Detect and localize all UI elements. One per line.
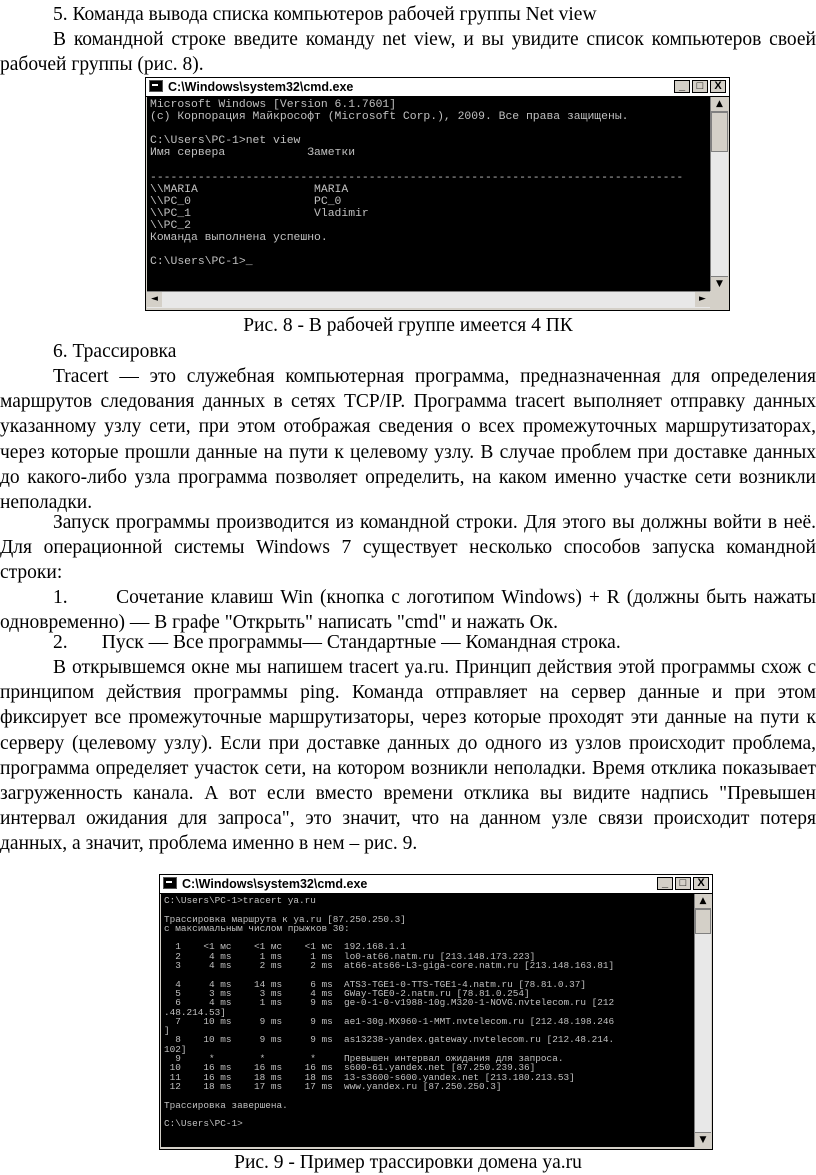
scroll-thumb[interactable] (695, 909, 711, 934)
maximize-button[interactable]: □ (675, 877, 691, 890)
console-text: Microsoft Windows [Version 6.1.7601] (c) Корпорация Майкрософт (Microsoft Corp.), 2009. Все права защищены. C:\Users\PC-1>net view Имя сервера Заметки ------------------------------------------------------------------------------ \\MARIA MARIA \\PC_0 PC_0 \\PC_1 Vladimir \\PC_2 Команда выполнена успешно. C:\Users\PC-1>_ (150, 99, 684, 269)
scroll-down-arrow-icon[interactable]: ▼ (695, 1132, 711, 1147)
console-output-area[interactable] (147, 97, 710, 291)
close-button[interactable]: X (693, 877, 709, 890)
close-button[interactable]: X (710, 80, 726, 93)
scroll-down-arrow-icon[interactable]: ▼ (711, 276, 728, 291)
vertical-scrollbar[interactable] (710, 97, 728, 291)
figure-8-cmd-window (145, 77, 730, 311)
window-titlebar[interactable] (146, 78, 729, 97)
minimize-button[interactable]: _ (657, 877, 673, 890)
figure-9-caption: Рис. 9 - Пример трассировки домена ya.ru (234, 1152, 582, 1173)
tracert-explanation-paragraph: В открывшемся окне мы напишем tracert ya.ru. Принцип действия этой программы схож с принципом действия программы ping. Команда отправляет на сервер данные и при этом фиксирует все промежуточные маршрутизаторы, через которые проходят эти данные на пути к серверу (целевому узлу). Если при доставке данных до одного из узлов происходит проблема, программа определяет участок сети, на котором возникли неполадки. Время отклика показывает загруженность канала. А вот если вместо времени отклика вы видите надпись "Превышен интервал ожидания для запроса", это значит, что на данном узле связи происходит потеря данных, а значит, проблема именно в нем – рис. 9. (0, 657, 816, 855)
list-item-1: 1. Сочетание клавиш Win (кнопка с логотипом Windows) + R (должны быть нажаты одновременно) — В графе "Открыть" написать "cmd" и нажать Ок. (0, 587, 816, 634)
figure-8-caption: Рис. 8 - В рабочей группе имеется 4 ПК (243, 315, 573, 336)
vertical-scrollbar[interactable] (694, 894, 711, 1147)
launch-paragraph: Запуск программы производится из командной строки. Для этого вы должны войти в неё. Для операционной системы Windows 7 существует несколько способов запуска командной строки: (0, 512, 816, 584)
console-output-area[interactable] (161, 894, 694, 1147)
figure-9-cmd-window (159, 874, 713, 1150)
cmd-icon (149, 80, 163, 92)
section-5-heading: 5. Команда вывода списка компьютеров рабочей группы Net view (53, 4, 597, 25)
horizontal-scrollbar[interactable] (147, 291, 710, 308)
scroll-right-arrow-icon[interactable]: ► (695, 292, 710, 307)
scroll-up-arrow-icon[interactable]: ▲ (711, 97, 728, 112)
list-item-2: 2. Пуск — Все программы— Стандартные — Командная строка. (53, 632, 621, 653)
section-5-text: В командной строке введите команду net view, и вы увидите список компьютеров своей рабочей группы (рис. 8). (0, 29, 816, 76)
maximize-button[interactable]: □ (692, 80, 708, 93)
window-title: C:\Windows\system32\cmd.exe (168, 80, 354, 94)
console-text: C:\Users\PC-1>tracert ya.ru Трассировка маршрута к ya.ru [87.250.250.3] с максимальным числом прыжков 30: 1 <1 мс <1 мс <1 мс 192.168.1.1 2 4 ms 1 ms 1 ms lo0-at66.natm.ru [213.148.173.223] 3 4 ms 2 ms 2 ms at66-ats66-L3-giga-core.natm.ru [213.148.163.81] 4 4 ms 14 ms 6 ms ATS3-TGE1-0-TTS-TGE1-4.natm.ru [78.81.0.37] 5 3 ms 3 ms 4 ms GWay-TGE0-2.natm.ru [78.81.0.254] 6 4 ms 1 ms 9 ms ge-0-1-0-v1988-10g.M320-1-NOVG.nvtelecom.ru [212 .48.214.53] 7 10 ms 9 ms 9 ms ae1-30g.MX960-1-MMT.nvtelecom.ru [212.48.198.246 ] 8 10 ms 9 ms 9 ms as13238-yandex.gateway.nvtelecom.ru [212.48.214. 102] 9 * * * Превышен интервал ожидания для запроса. 10 16 ms 16 ms 16 ms s600-61.yandex.net [87.250.239.36] 11 16 ms 18 ms 18 ms 13-s3600-s600.yandex.net [213.180.213.53] 12 18 ms 17 ms 17 ms www.yandex.ru [87.250.250.3] Трассировка завершена. C:\Users\PC-1> (164, 895, 615, 1130)
minimize-button[interactable]: _ (674, 80, 690, 93)
scroll-up-arrow-icon[interactable]: ▲ (695, 894, 711, 909)
window-titlebar[interactable] (160, 875, 712, 894)
scroll-thumb[interactable] (711, 112, 728, 152)
window-title: C:\Windows\system32\cmd.exe (182, 877, 368, 891)
tracert-intro-paragraph: Tracert — это служебная компьютерная программа, предназначенная для определения маршрутов следования данных в сетях TCP/IP. Программа tracert выполняет отправку данных указанному узлу сети, при этом отображая сведения о всех промежуточных маршрутизаторах, через которые прошли данные на пути к целевому узлу. В случае проблем при доставке данных до какого-либо узла программа позволяет определить, на каком именно участке сети возникли неполадки. (0, 366, 816, 514)
section-6-heading: 6. Трассировка (53, 341, 177, 362)
scroll-left-arrow-icon[interactable]: ◄ (147, 292, 162, 307)
cmd-icon (163, 877, 177, 889)
